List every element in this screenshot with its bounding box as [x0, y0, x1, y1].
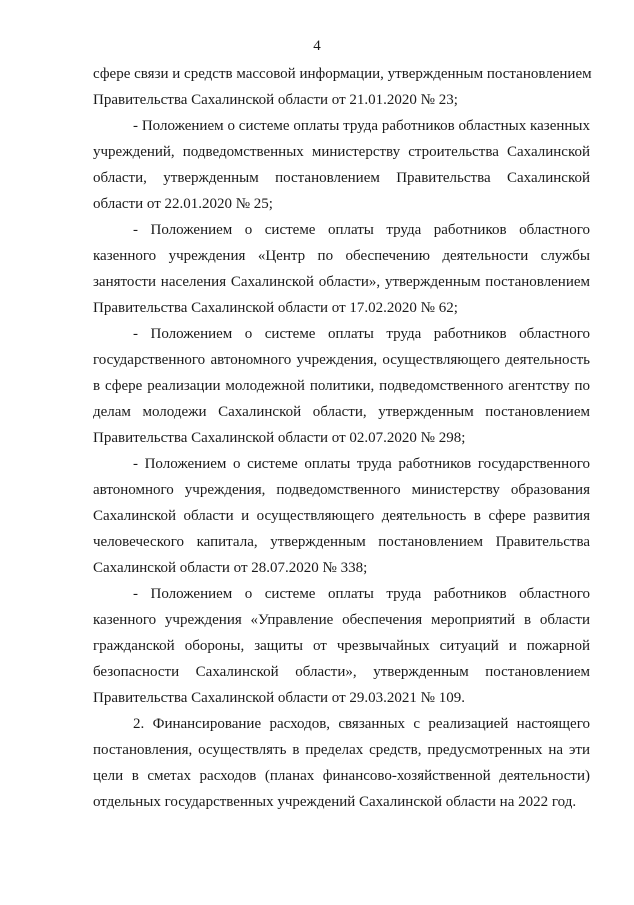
paragraph-line: автономного учреждения, подведомственного министерству образования	[93, 482, 590, 498]
paragraph	[93, 321, 590, 451]
paragraph	[93, 711, 590, 815]
paragraph-line: постановления, осуществлять в пределах средств, предусмотренных на эти	[93, 742, 590, 758]
document-body	[93, 61, 590, 815]
page-number: 4	[313, 38, 321, 54]
paragraph-line: - Положением о системе оплаты труда работников государственного	[133, 456, 590, 472]
paragraph-line: в сфере реализации молодежной политики, подведомственного агентству по	[93, 378, 590, 394]
paragraph-line: области от 22.01.2020 № 25;	[93, 196, 273, 212]
paragraph-line: государственного автономного учреждения, осуществляющего деятельность	[93, 352, 590, 368]
paragraph-line: гражданской обороны, защиты от чрезвычайных ситуаций и пожарной	[93, 638, 590, 654]
paragraph	[93, 217, 590, 321]
paragraph	[93, 581, 590, 711]
paragraph-line: Сахалинской области от 28.07.2020 № 338;	[93, 560, 368, 576]
paragraph-line: человеческого капитала, утвержденным постановлением Правительства	[93, 534, 590, 550]
paragraph-line: Правительства Сахалинской области от 21.01.2020 № 23;	[93, 92, 458, 108]
paragraph-line: - Положением о системе оплаты труда работников областных казенных	[133, 118, 590, 134]
paragraph-line: делам молодежи Сахалинской области, утвержденным постановлением	[93, 404, 590, 420]
paragraph-line: отдельных государственных учреждений Сахалинской области на 2022 год.	[93, 794, 577, 810]
paragraph-line: - Положением о системе оплаты труда работников областного	[133, 222, 590, 238]
paragraph-line: безопасности Сахалинской области», утвержденным постановлением	[93, 664, 590, 680]
paragraph-line: - Положением о системе оплаты труда работников областного	[133, 326, 590, 342]
paragraph	[93, 451, 590, 581]
paragraph	[93, 61, 590, 113]
paragraph-line: казенного учреждения «Управление обеспечения мероприятий в области	[93, 612, 590, 628]
paragraph-line: казенного учреждения «Центр по обеспечению деятельности службы	[93, 248, 590, 264]
paragraph-line: занятости населения Сахалинской области», утвержденным постановлением	[93, 274, 590, 290]
paragraph-line: Правительства Сахалинской области от 17.02.2020 № 62;	[93, 300, 458, 316]
paragraph-line: 2. Финансирование расходов, связанных с реализацией настоящего	[133, 716, 590, 732]
paragraph-line: Правительства Сахалинской области от 02.07.2020 № 298;	[93, 430, 466, 446]
paragraph-line: Правительства Сахалинской области от 29.03.2021 № 109.	[93, 690, 465, 706]
paragraph	[93, 113, 590, 217]
paragraph-line: области, утвержденным постановлением Правительства Сахалинской	[93, 170, 590, 186]
paragraph-line: сфере связи и средств массовой информации, утвержденным постановлением	[93, 66, 592, 82]
paragraph-line: учреждений, подведомственных министерству строительства Сахалинской	[93, 144, 590, 160]
paragraph-line: цели в сметах расходов (планах финансово-хозяйственной деятельности)	[93, 768, 590, 784]
paragraph-line: - Положением о системе оплаты труда работников областного	[133, 586, 590, 602]
paragraph-line: Сахалинской области и осуществляющего деятельность в сфере развития	[93, 508, 590, 524]
